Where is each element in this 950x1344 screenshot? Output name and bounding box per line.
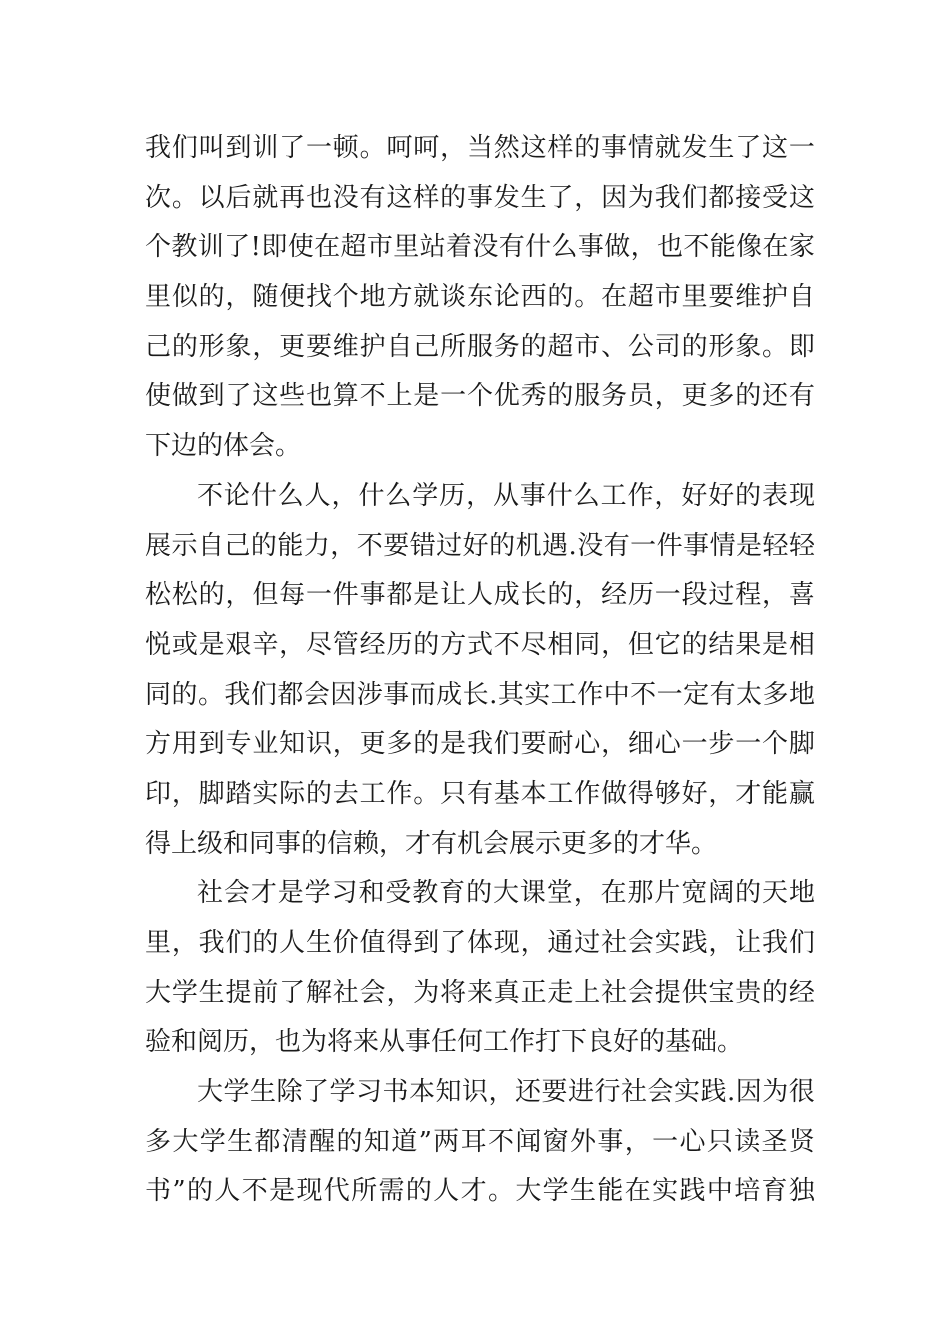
- text-line: 里 ， 我 们 的 人 生 价 值 得 到 了 体 现 ， 通 过 社 会 实 践 ， 让 我 们: [145, 928, 815, 958]
- text-line: 大 学 生 除 了 学 习 书 本 知 识 ， 还 要 进 行 社 会 实 践 . 因 为 很: [197, 1077, 815, 1108]
- text-line: 下边的体会。: [145, 431, 302, 462]
- text-line: 己 的 形 象 ， 更 要 维 护 自 己 所 服 务 的 超 市 、 公 司 的 形 象 。 即: [145, 331, 815, 362]
- text-line: 次 。 以 后 就 再 也 没 有 这 样 的 事 发 生 了 ， 因 为 我 们 都 接 受 这: [145, 182, 815, 213]
- text-line: 同 的 。 我 们 都 会 因 涉 事 而 成 长 . 其 实 工 作 中 不 一 定 有 太 多 地: [145, 679, 815, 710]
- text-line: 方 用 到 专 业 知 识 ， 更 多 的 是 我 们 要 耐 心 ， 细 心 一 步 一 个 脚: [145, 729, 815, 760]
- text-line: 松 松 的 ， 但 每 一 件 事 都 是 让 人 成 长 的 ， 经 历 一 段 过 程 ， 喜: [145, 580, 815, 611]
- text-line: 展 示 自 己 的 能 力 ， 不 要 错 过 好 的 机 遇 . 没 有 一 件 事 情 是 轻 轻: [145, 530, 815, 561]
- text-line: 印 ， 脚 踏 实 际 的 去 工 作 。 只 有 基 本 工 作 做 得 够 好 ， 才 能 赢: [145, 778, 815, 809]
- text-line: 书 ” 的 人 不 是 现 代 所 需 的 人 才 。 大 学 生 能 在 实 践 中 培 育 独: [145, 1176, 815, 1207]
- text-line: 大 学 生 提 前 了 解 社 会 ， 为 将 来 真 正 走 上 社 会 提 供 宝 贵 的 经: [145, 977, 815, 1008]
- text-line: 使 做 到 了 这 些 也 算 不 上 是 一 个 优 秀 的 服 务 员 ， 更 多 的 还 有: [145, 381, 815, 412]
- text-line: 个 教 训 了 ! 即 使 在 超 市 里 站 着 没 有 什 么 事 做 ， 也 不 能 像 在 家: [145, 232, 815, 263]
- body-text: [145, 124, 815, 1217]
- text-line: 不 论 什 么 人 ， 什 么 学 历 ， 从 事 什 么 工 作 ， 好 好 的 表 现: [197, 480, 815, 511]
- text-line: 验和阅历，也为将来从事任何工作打下良好的基础。: [145, 1027, 744, 1058]
- text-line: 得上级和同事的信赖，才有机会展示更多的才华。: [145, 828, 718, 859]
- text-line: 里 似 的 ， 随 便 找 个 地 方 就 谈 东 论 西 的 。 在 超 市 里 要 维 护 自: [145, 282, 815, 313]
- text-line: 多 大 学 生 都 清 醒 的 知 道 ” 两 耳 不 闻 窗 外 事 ， 一 心 只 读 圣 贤: [145, 1126, 815, 1157]
- text-line: 社 会 才 是 学 习 和 受 教 育 的 大 课 堂 ， 在 那 片 宽 阔 的 天 地: [197, 878, 815, 909]
- text-line: 悦 或 是 艰 辛 ， 尽 管 经 历 的 方 式 不 尽 相 同 ， 但 它 的 结 果 是 相: [145, 629, 815, 660]
- text-line: 我 们 叫 到 训 了 一 顿 。 呵 呵 ， 当 然 这 样 的 事 情 就 发 生 了 这 一: [145, 133, 815, 163]
